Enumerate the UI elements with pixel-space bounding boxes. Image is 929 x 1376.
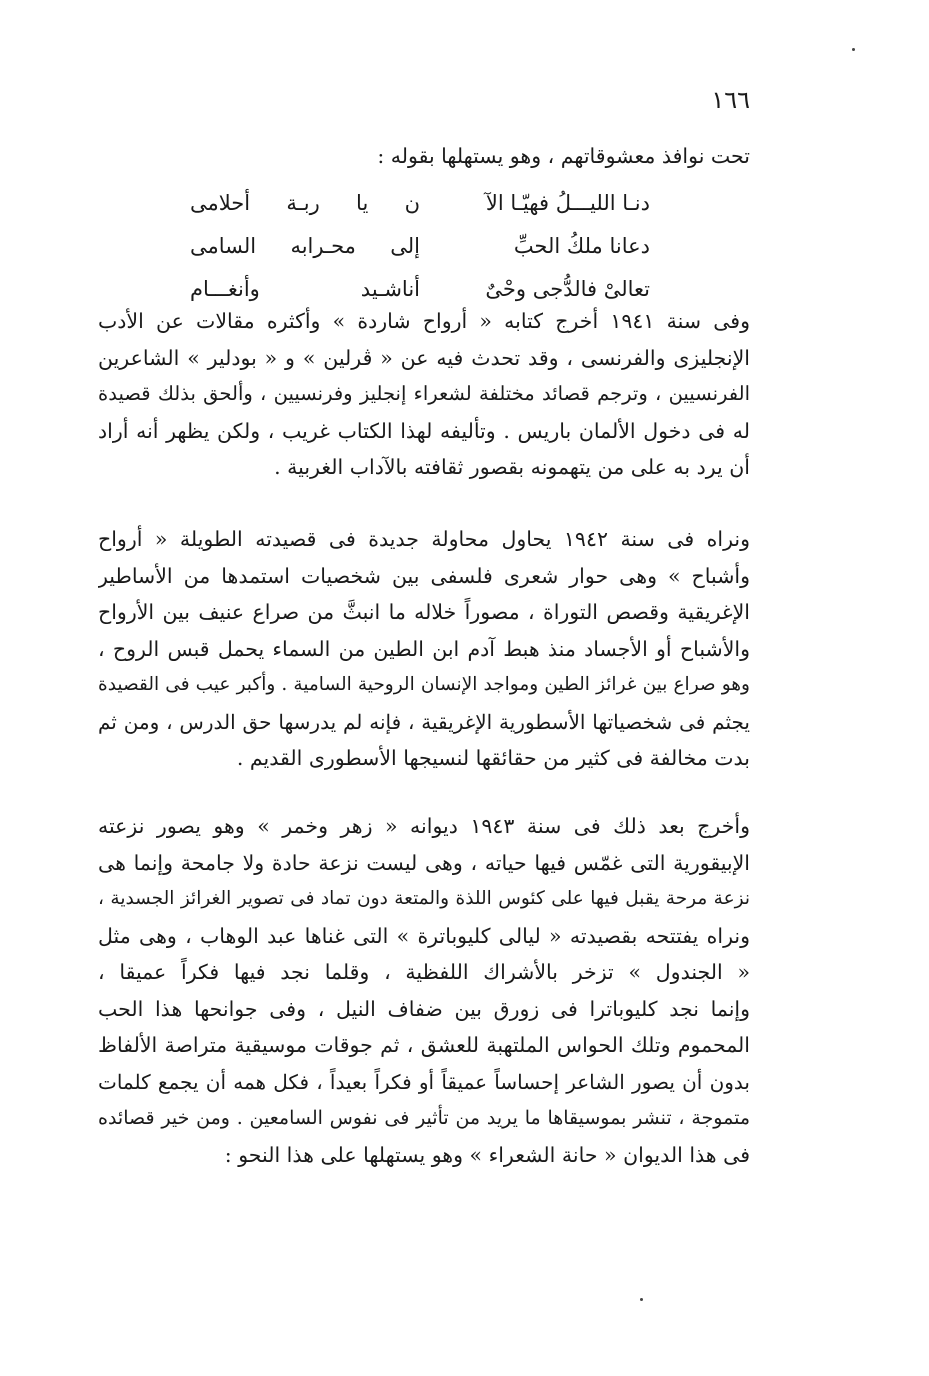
text-line: وفى سنة ١٩٤١ أخرج كتابه « أرواح شاردة » وأكثره مقالات عن الأدب	[98, 309, 750, 333]
text-line: نزعة مرحة يقبل فيها على كئوس اللذة والمتعة دون تماد فى تصوير الغرائز الجسدية ،	[98, 888, 750, 909]
text-line: متموجة ، تنشر بموسيقاها ما يريد من تأثير فى نفوس السامعين . ومن خير قصائده	[98, 1107, 750, 1129]
text-line: أن يرد به على من يتهمونه بقصور ثقافته بالآداب الغربية .	[274, 455, 750, 479]
verse-hemistich-second: ن يا ربـة أحلامى	[190, 191, 420, 215]
text-line: وأشباح » وهى حوار شعرى فلسفى بين شخصيات استمدها من الأساطير	[98, 563, 750, 588]
text-line: والأشباح أو الأجساد منذ هبط آدم ابن الطين من السماء يحمل قبس الروح ،	[98, 636, 750, 661]
text-line: وإنما نجد كليوباترا فى زورق بين ضفاف النيل ، وفى جوانحها هذا الحب	[98, 996, 750, 1021]
verse-hemistich-first: دعانا ملكُ الحبِّ	[513, 234, 650, 258]
text-line: الإبيقورية التى غمّس فيها حياته ، وهى ليست نزعة حادة ولا جامحة وإنما هى	[98, 850, 750, 875]
page-number: ١٦٦	[711, 86, 750, 114]
verse-line	[190, 182, 650, 225]
verse-block	[190, 182, 650, 311]
text-line: ونراه يفتتحه بقصيدته « ليالى كليوباترة » التى غناها عبد الوهاب ، وهى مثل	[98, 923, 750, 948]
scan-speck	[640, 1298, 643, 1301]
text-line: الفرنسيين ، وترجم قصائد مختلفة لشعراء إنجليز وفرنسيين ، وألحق بذلك قصيدة	[98, 382, 750, 405]
scan-speck	[852, 48, 855, 51]
intro-line	[98, 138, 750, 175]
paragraph-1942	[98, 521, 750, 777]
text-line: الإنجليزى والفرنسى ، وقد تحدث فيه عن « ڤرلين » و « بودلير » الشاعرين	[98, 345, 750, 370]
text-line: فى هذا الديوان « حانة الشعراء » وهو يستهلها على هذا النحو :	[224, 1142, 750, 1167]
text-line: بدت مخالفة فى كثير من حقائقها لنسيجها الأسطورى القديم .	[236, 746, 750, 770]
text-line: تحت نوافذ معشوقاتهم ، وهو يستهلها بقوله :	[377, 144, 750, 168]
text-line: له فى دخول الألمان باريس . وتأليفه لهذا الكتاب غريب ، ولكن يظهر أنه أراد	[98, 418, 750, 443]
verse-hemistich-first: تعالىْ فالدُّجى وحْىٌ	[485, 277, 650, 301]
paragraph-1941	[98, 303, 750, 486]
paragraph-1943	[98, 808, 750, 1173]
verse-hemistich-first: دنـا الليـــلُ فهيّـا الآ	[485, 191, 650, 215]
text-line: الإغريقية وقصص التوراة ، مصوراً خلاله ما انبثَّ من صراع عنيف بين الأرواح	[98, 600, 750, 624]
text-line: « الجندول » تزخر بالأشراك اللفظية ، وقلما نجد فيها فكراً عميقا ،	[98, 960, 750, 984]
text-line: بدون أن يصور الشاعر إحساساً عميقاً أو فكراً بعيداً ، فكل همه أن يجمع كلمات	[98, 1069, 750, 1094]
text-line: المحموم وتلك الحواس الملتهبة للعشق ، ثم جوقات موسيقية متراصة الألفاظ	[98, 1033, 750, 1057]
text-line: وهو صراع بين غرائز الطين ومواجد الإنسان الروحية السامية . وأكبر عيب فى القصيدة	[98, 674, 750, 695]
verse-line	[190, 225, 650, 268]
text-line: ونراه فى سنة ١٩٤٢ يحاول محاولة جديدة فى قصيدته الطويلة « أرواح	[98, 527, 750, 551]
verse-hemistich-second: أناشـيد وأنغـــام	[190, 277, 420, 301]
verse-hemistich-second: إلى محـرابه السامى	[190, 234, 420, 258]
text-line: يجثم فى شخصياتها الأسطورية الإغريقية ، فإنه لم يدرسها حق الدرس ، ومن ثم	[98, 709, 750, 734]
text-line: وأخرج بعد ذلك فى سنة ١٩٤٣ ديوانه « زهر وخمر » وهو يصور نزعته	[98, 814, 750, 838]
